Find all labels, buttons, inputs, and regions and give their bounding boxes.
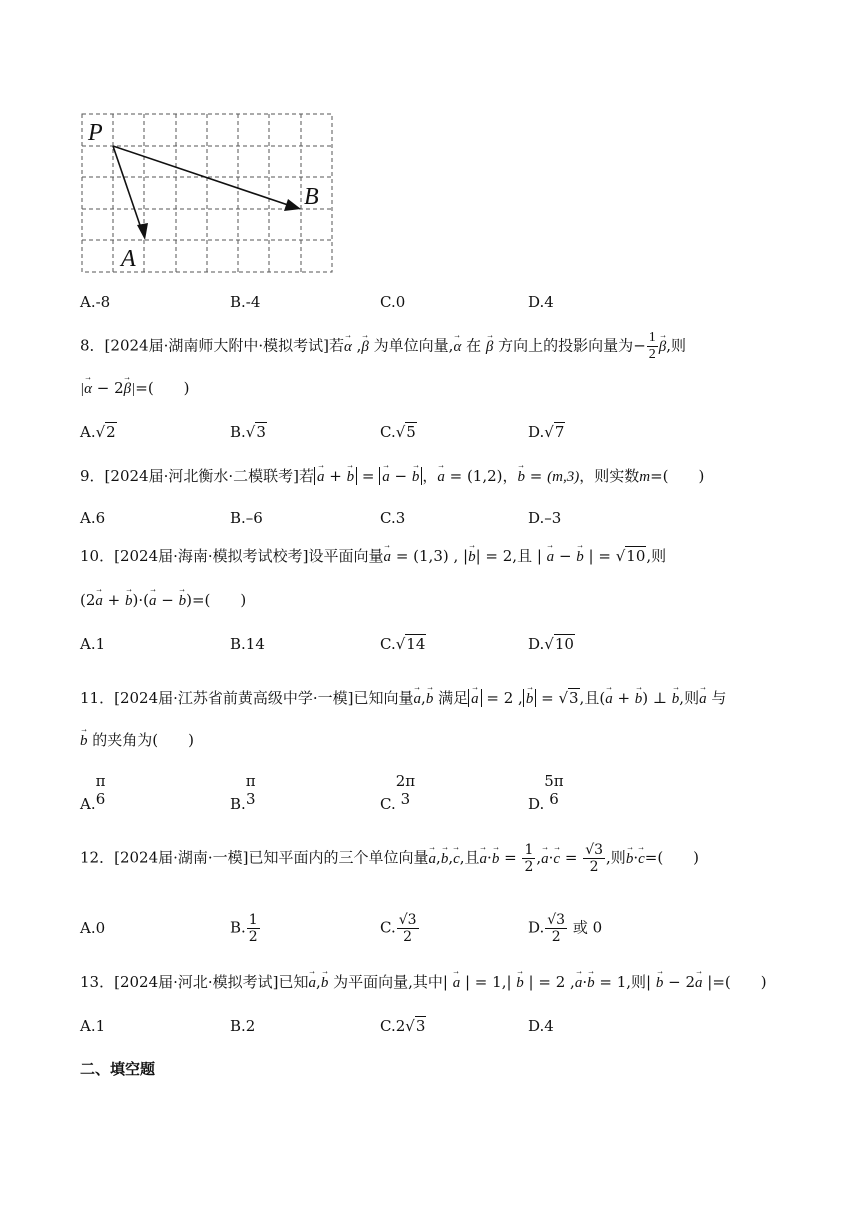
q8-stem-line1: 8．[2024届·湖南师大附中·模拟考试]若→ α ,→ β 为单位向量,→ α 在 → β 方向上的投影向量为− $\frac{1}{2}$ → β,则 — [80, 330, 686, 363]
q7-option-a[interactable]: A.-8 — [80, 293, 111, 311]
q11-option-a[interactable]: A. π 6 — [80, 772, 106, 813]
q8-option-b[interactable]: B.√3 — [230, 423, 266, 441]
q10-option-a[interactable]: A.1 — [80, 635, 106, 653]
vector-pb-arrowhead — [284, 199, 301, 211]
q8-option-c[interactable]: C.√5 — [380, 423, 416, 441]
q11-option-d[interactable]: D. 5π 6 — [528, 772, 564, 813]
q8-number: 8． — [80, 336, 105, 355]
q13-option-a[interactable]: A.1 — [80, 1017, 106, 1035]
q7-option-c[interactable]: C.0 — [380, 293, 406, 311]
q13-source: [2024届·河北·模拟考试] — [114, 973, 279, 991]
q9-option-d[interactable]: D.–3 — [528, 509, 562, 527]
q11-options — [80, 772, 780, 816]
q10-option-b[interactable]: B.14 — [230, 635, 265, 653]
q10-option-c[interactable]: C.√14 — [380, 635, 426, 653]
q11-option-b[interactable]: B. π 3 — [230, 772, 256, 813]
vector-pa-line — [113, 146, 143, 234]
q9-option-c[interactable]: C.3 — [380, 509, 406, 527]
point-p-label: P — [88, 120, 103, 146]
q10-number: 10． — [80, 547, 115, 565]
q7-option-d[interactable]: D.4 — [528, 293, 554, 311]
q8-source: [2024届·湖南师大附中·模拟考试] — [104, 336, 329, 355]
q10-stem-line1: 10．[2024届·海南·模拟考试校考]设平面向量→ a = (1,3) , |→ b| = 2,且 | → a − → b | = √10,则 — [80, 546, 666, 567]
point-a-label: A — [121, 246, 136, 272]
q11-source: [2024届·江苏省前黄高级中学·一模] — [114, 689, 354, 707]
q9-stem: 9．[2024届·河北衡水·二模联考]若→ a + → b = → a − → b ，→ a = (1,2)，→ b = (m,3)，则实数m=( ) — [80, 466, 704, 487]
vector-pa-arrowhead — [137, 223, 148, 240]
point-b-label: B — [304, 184, 319, 210]
section-fill-in-title: 二、填空题 — [80, 1060, 156, 1078]
vector-grid-figure — [78, 110, 340, 278]
q13-option-b[interactable]: B.2 — [230, 1017, 256, 1035]
q10-option-d[interactable]: D.√10 — [528, 635, 574, 653]
q13-option-d[interactable]: D.4 — [528, 1017, 554, 1035]
q8-option-d[interactable]: D.√7 — [528, 423, 565, 441]
q12-source: [2024届·湖南·一模] — [114, 848, 249, 867]
q11-stem-line2: → b 的夹角为( ) — [80, 730, 194, 751]
q11-option-c[interactable]: C. 2π 3 — [380, 772, 416, 813]
q7-option-b[interactable]: B.-4 — [230, 293, 261, 311]
q10-source: [2024届·海南·模拟考试校考] — [114, 547, 309, 565]
q12-option-a[interactable]: A.0 — [80, 919, 106, 937]
q13-option-c[interactable]: C.2√3 — [380, 1017, 426, 1035]
q12-option-b[interactable]: B. $\frac{1}{2}$ — [230, 912, 258, 945]
q8-stem-line2: |→ α − 2→ β|=( ) — [80, 378, 190, 399]
q10-stem-line2: (2→ a + → b)·(→ a − → b)=( ) — [80, 590, 246, 611]
q12-number: 12． — [80, 848, 115, 867]
q12-stem: 12．[2024届·湖南·一模]已知平面内的三个单位向量→ a,→ b,→ c,且→ a·→ b = $\frac{1}{2}$ ,→ a·→ c = $\frac{√3}{2}$ ,则→ b·→ c=( ) — [80, 842, 699, 875]
q12-option-c[interactable]: C. $\frac{√3}{2}$ — [380, 912, 417, 945]
q9-option-b[interactable]: B.–6 — [230, 509, 263, 527]
q9-source: [2024届·河北衡水·二模联考] — [104, 467, 299, 485]
q8-option-a[interactable]: A.√2 — [80, 423, 116, 441]
q9-number: 9． — [80, 467, 105, 485]
q11-number: 11． — [80, 689, 115, 707]
q13-number: 13． — [80, 973, 115, 991]
q9-option-a[interactable]: A.6 — [80, 509, 106, 527]
q12-option-d[interactable]: D. $\frac{√3}{2}$ 或 0 — [528, 912, 603, 945]
q11-stem-line1: 11．[2024届·江苏省前黄高级中学·一模]已知向量→ a,→ b 满足→ a = 2 ,→ b = √3,且(→ a + → b) ⊥ → b,则→ a 与 — [80, 688, 726, 709]
q13-stem: 13．[2024届·河北·模拟考试]已知→ a,→ b 为平面向量,其中| → a | = 1,| → b | = 2 ,→ a·→ b = 1,则| → b − 2→ a |=( ) — [80, 972, 767, 993]
